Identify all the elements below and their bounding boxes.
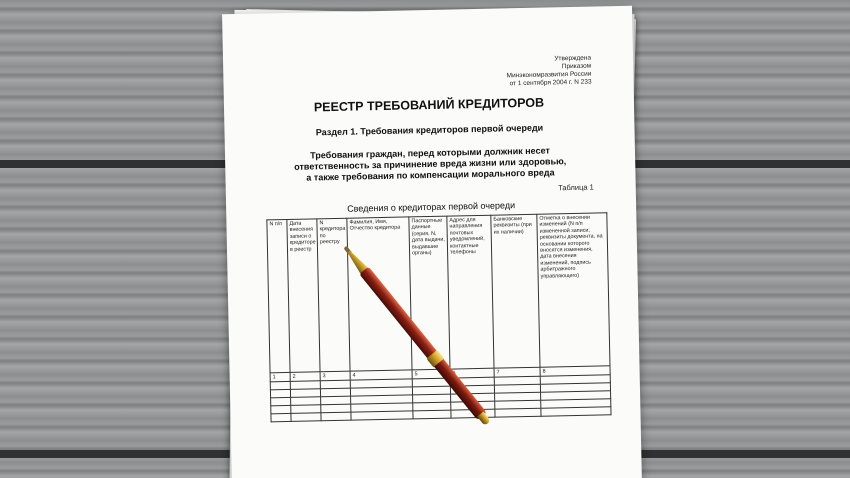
column-number: 1	[270, 372, 290, 381]
column-header: Дата внесения записи о кредиторе в реестр	[287, 219, 320, 373]
column-header: Отметка о внесении изменений (N п/п измененной записи; реквизиты документа, на основании которого вносятся изменения, дата внесения изменений, подпись арбитражного управляющего)	[537, 213, 610, 367]
column-number: 8	[540, 366, 610, 376]
column-header: N кредитора по реестру	[317, 218, 350, 372]
requirement-line: ответственность за причинение вреда жизни или здоровью,	[294, 156, 567, 172]
requirement-heading	[255, 144, 606, 184]
table-number: Таблица 1	[557, 182, 594, 193]
column-header: N п/п	[267, 219, 290, 372]
requirement-line: а также требования по компенсации морального вреда	[306, 167, 555, 183]
creditor-register-document	[222, 6, 642, 478]
pen-end-cap	[477, 412, 491, 426]
creditor-register-table	[266, 212, 611, 422]
column-number: 3	[320, 371, 350, 381]
column-number: 5	[412, 369, 450, 379]
approval-line: Приказом	[561, 62, 592, 71]
column-header: Фамилия, Имя, Отчество кредитора	[347, 217, 412, 371]
column-header: Банковские реквизиты (при их наличии)	[491, 214, 540, 368]
approval-block	[506, 55, 591, 89]
approval-line: Минэкономразвития России	[506, 70, 592, 80]
column-number: 4	[350, 370, 412, 380]
requirement-line: Требования граждан, перед которыми должник несет	[310, 145, 550, 161]
approval-line: от 1 сентября 2004 г. N 233	[509, 78, 592, 88]
table-header-row	[267, 213, 610, 373]
column-header: Адрес для направления почтовых уведомлений, контактные телефоны	[447, 215, 494, 369]
column-number: 7	[494, 367, 540, 377]
table-caption: Сведения о кредиторах первой очереди	[347, 200, 516, 214]
column-header: Паспортные данные (серия, N, дата выдачи, выдавшие органы)	[409, 216, 450, 370]
document-title: РЕЕСТР ТРЕБОВАНИЙ КРЕДИТОРОВ	[313, 95, 545, 115]
column-number: 2	[290, 372, 320, 382]
approval-line: Утверждена	[554, 54, 592, 63]
section-heading: Раздел 1. Требования кредиторов первой очереди	[315, 122, 544, 138]
